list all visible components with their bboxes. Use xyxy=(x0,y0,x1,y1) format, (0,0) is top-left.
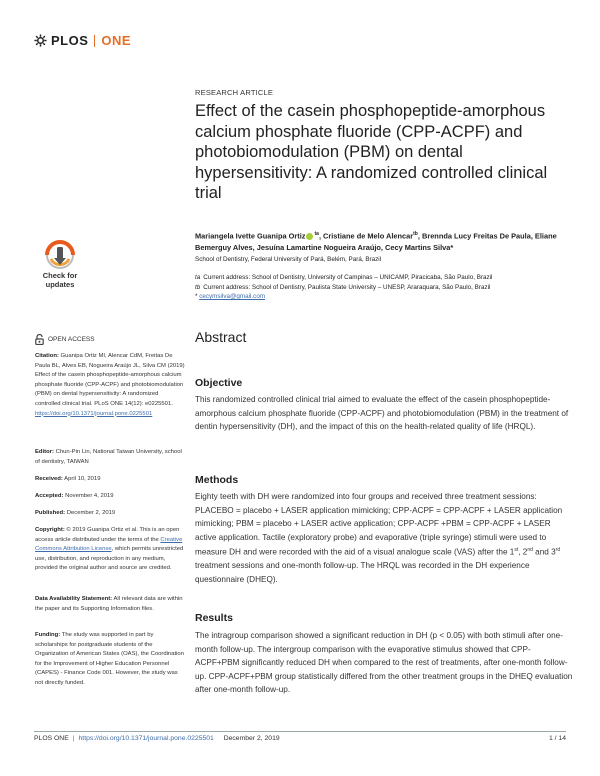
data-availability-label: Data Availability Statement: xyxy=(35,596,113,602)
journal-logo xyxy=(34,33,131,48)
methods-part-2: , 2 xyxy=(518,547,528,557)
copyright-block xyxy=(35,526,185,574)
open-access-label xyxy=(35,334,95,345)
methods-text xyxy=(195,490,573,586)
author-2[interactable]: , Cristiane de Melo Alencar xyxy=(318,231,414,241)
address-mark-2: tb xyxy=(195,284,201,291)
results-heading: Results xyxy=(195,612,233,624)
copyright-text-1: © 2019 Guanipa Ortiz et al. This is an open access article distributed under the terms of the xyxy=(35,527,180,543)
editor-block xyxy=(35,448,185,467)
methods-part-3: and 3 xyxy=(532,547,556,557)
orcid-icon[interactable] xyxy=(306,233,313,240)
footer-date: December 2, 2019 xyxy=(223,735,280,742)
methods-part-4: treatment sessions and one-month follow-up. The HRQL was recorded in the DH experience questionnaire (DHEQ). xyxy=(195,561,530,584)
funding-text: The study was supported in part by scholarships for postgraduate students of the Organization of American States (OAS), the Coordination for the Improvement of Higher Education Personnel (CAPES) - Finance Code 001. However, the study was not directly funded. xyxy=(35,632,184,686)
published-block xyxy=(35,509,185,519)
address-mark-1: ta xyxy=(195,274,201,281)
open-access-text: OPEN ACCESS xyxy=(48,336,95,343)
license-link[interactable]: Creative Commons Attribution License xyxy=(35,536,183,553)
journal-brand: PLOS xyxy=(51,33,89,48)
current-address-1 xyxy=(195,273,573,283)
article-type: RESEARCH ARTICLE xyxy=(195,88,274,97)
footer-doi-link[interactable]: https://doi.org/10.1371/journal.pone.0225501 xyxy=(78,735,214,742)
logo-divider xyxy=(94,35,95,47)
published-label: Published: xyxy=(35,510,66,516)
footer-divider xyxy=(34,731,566,732)
citation-block xyxy=(35,352,185,419)
current-address-2 xyxy=(195,283,573,293)
author-list xyxy=(195,228,573,254)
corresponding-mark: * xyxy=(450,243,454,253)
citation-doi-link[interactable]: https://doi.org/10.1371/journal.pone.0225501 xyxy=(35,410,153,417)
email-link[interactable]: cecymsilva@gmail.com xyxy=(199,293,266,300)
data-availability-block xyxy=(35,595,185,614)
funding-label: Funding: xyxy=(35,632,61,638)
editor-text: Chun-Pin Lin, National Taiwan University, school of dentistry, TAIWAN xyxy=(35,449,182,465)
check-for-updates-icon xyxy=(35,240,85,272)
check-for-updates-badge[interactable] xyxy=(35,240,85,300)
author-1[interactable]: Mariangela Ivette Guanipa Ortiz xyxy=(195,231,306,241)
received-block xyxy=(35,475,185,485)
footer-journal: PLOS ONE xyxy=(34,735,69,742)
email-mark: * xyxy=(195,293,198,300)
author-1-mark: ta xyxy=(314,231,319,237)
address-text-1: Current address: School of Dentistry, University of Campinas – UNICAMP, Piracicaba, São Paulo, Brazil xyxy=(203,274,493,281)
citation-label: Citation: xyxy=(35,353,59,359)
editor-label: Editor: xyxy=(35,449,54,455)
copyright-text-2: , which permits unrestricted use, distribution, and reproduction in any medium, provided the original author and source are credited. xyxy=(35,546,184,572)
affiliation: School of Dentistry, Federal University of Pará, Belém, Pará, Brazil xyxy=(195,256,382,263)
data-availability-text: All relevant data are within the paper and its Supporting Information files. xyxy=(35,596,183,612)
sup-2: nd xyxy=(527,547,533,553)
results-text: The intragroup comparison showed a significant reduction in DH (p < 0.05) with both stimuli after one-month follow-up. The intergroup comparison with the evaporative stimulus showed that CPP-ACPF+PBM significantly reduced DH when compared to the rest of treatments, after one-month follow-up. CPP-ACPF+PBM group statistically differed from the other treatment groups in the DHEQ evaluation after one-month follow-up. xyxy=(195,631,573,694)
current-addresses xyxy=(195,273,573,293)
methods-heading: Methods xyxy=(195,474,239,486)
published-date: December 2, 2019 xyxy=(66,510,116,516)
objective-text: This randomized controlled clinical trial aimed to evaluate the effect of the casein phosphopeptide-amorphous calcium phosphate fluoride (CPP-ACPF) and photobiomodulation (PBM) in the treatment of dentin hypersensitivity (DH), and the impact of this on the health-related quality of life (HRQL). xyxy=(195,395,569,431)
abstract-heading: Abstract xyxy=(195,329,247,345)
received-label: Received: xyxy=(35,476,63,482)
authors-rest[interactable]: , Brennda Lucy Freitas De Paula, Eliane Bemerguy Alves, Jesuína Lamartine Nogueira Araújo, Cecy Martins Silva xyxy=(195,231,557,253)
corresponding-email xyxy=(195,293,573,300)
objective-heading: Objective xyxy=(195,377,243,389)
check-for-updates-label: Check for updates xyxy=(42,271,78,289)
open-lock-icon xyxy=(35,334,44,345)
received-date: April 10, 2019 xyxy=(64,476,101,482)
address-text-2: Current address: School of Dentistry, Paulista State University – UNESP, Araraquara, São Paulo, Brazil xyxy=(203,284,491,291)
accepted-block xyxy=(35,492,185,502)
sup-3: rd xyxy=(555,547,561,553)
journal-name: ONE xyxy=(101,33,132,48)
funding-block xyxy=(35,631,185,689)
accepted-label: Accepted: xyxy=(35,493,64,499)
article-title: Effect of the casein phosphopeptide-amorphous calcium phosphate fluoride (CPP-ACPF) and photobiomodulation (PBM) on dental hypersensitivity: A randomized controlled clinical trial xyxy=(195,102,548,202)
citation-text: Guanipa Ortiz MI, Alencar CdM, Freitas De Paula BL, Alves EB, Nogueira Araújo JL, Silva CM (2019) Effect of the casein phosphopeptide-amorphous calcium phosphate fluoride (CPP-ACPF) and photobiomodulation (PBM) on dental hypersensitivity: A randomized controlled clinical trial. PLoS ONE 14(12): e0225501. xyxy=(35,353,185,407)
accepted-date: November 4, 2019 xyxy=(65,493,114,499)
methods-part-1: Eighty teeth with DH were randomized into four groups and received three treatment sessions: PLACEBO = placebo + LASER application mimicking; CPP-ACPF = CPP-ACPF + LASER application mimicking; PBM = placebo + LASER active application; CPP-ACPF +PBM = CPP-ACPF + LASER active application. Tactile (exploratory probe) and evaporative (triple syringe) stimuli were used to measure DH and were recorded with the aid of a visual analogue scale (VAS) after the 1 xyxy=(195,492,563,557)
page-number: 1 / 14 xyxy=(548,735,566,742)
plos-logo-icon xyxy=(34,34,47,47)
copyright-label: Copyright: xyxy=(35,527,65,533)
footer-sep-1: | xyxy=(72,735,75,742)
sup-1: st xyxy=(514,547,519,553)
footer-sep-2 xyxy=(218,735,220,742)
author-2-mark: tb xyxy=(413,231,418,237)
footer-left xyxy=(34,735,280,742)
